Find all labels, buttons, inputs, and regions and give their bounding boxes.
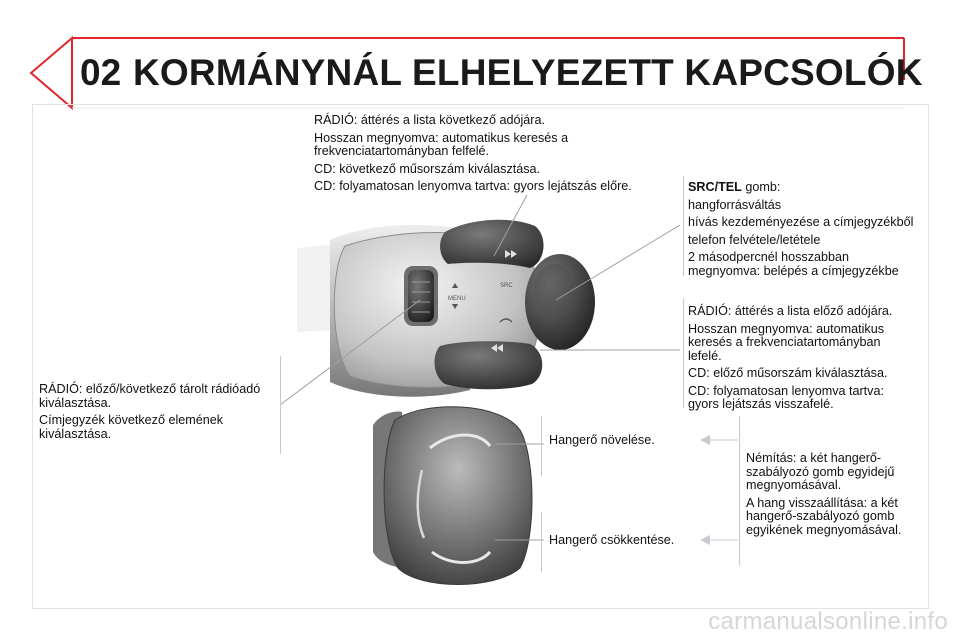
previous-track-button[interactable] <box>435 341 543 389</box>
callout-line: CD: folyamatosan lenyomva tartva: gyors lejátszás visszafelé. <box>688 383 884 411</box>
callout-line: Hangerő növelése. <box>549 433 655 447</box>
callout-bar <box>541 512 542 572</box>
mute-callout <box>746 452 916 541</box>
callout-line: 2 másodpercnél hosszabban megnyomva: belépés a címjegyzékbe <box>688 250 899 278</box>
volume-down-callout <box>549 534 689 552</box>
src-tel-button[interactable] <box>525 254 595 350</box>
callout-line: RÁDIÓ: áttérés a lista előző adójára. <box>688 304 893 318</box>
volume-up-callout <box>549 434 689 452</box>
callout-line: RÁDIÓ: áttérés a lista következő adójára. <box>314 113 545 127</box>
callout-line: CD: következő műsorszám kiválasztása. <box>314 161 541 176</box>
callout-bar <box>541 416 542 476</box>
callout-line: telefon felvétele/letétele <box>688 232 821 247</box>
lower-volume-control <box>373 407 532 585</box>
callout-line: CD: előző műsorszám kiválasztása. <box>688 366 888 380</box>
src-tel-title: SRC/TEL <box>688 180 742 194</box>
callout-line: Némítás: a két hangerő-szabályozó gomb egyidejű megnyomásával. <box>746 451 895 492</box>
callout-line: Hangerő csökkentése. <box>549 533 675 547</box>
callout-bar <box>739 416 740 566</box>
upper-control-stalk <box>297 220 595 397</box>
callout-bar <box>683 298 684 408</box>
callout-line: CD: folyamatosan lenyomva tartva: gyors lejátszás előre. <box>314 179 632 193</box>
menu-label: MENU <box>448 296 466 302</box>
src-label: SRC <box>500 283 513 289</box>
mute-arrows <box>700 435 738 545</box>
page-title: KORMÁNYNÁL ELHELYEZETT KAPCSOLÓK <box>133 52 923 93</box>
arrow-left-icon <box>700 435 710 445</box>
arrow-left-icon <box>700 535 710 545</box>
src-tel-title-suffix: gomb: <box>741 180 781 194</box>
callout-line: hangforrásváltás <box>688 197 782 212</box>
callout-bar <box>683 176 684 276</box>
callout-bar <box>280 356 281 454</box>
next-station-callout <box>314 114 654 198</box>
callout-line: hívás kezdeményezése a címjegyzékből <box>688 215 914 229</box>
callout-line: RÁDIÓ: előző/következő tárolt rádióadó kiválasztása. <box>39 382 261 410</box>
previous-station-callout <box>688 305 918 416</box>
scroll-wheel-callout <box>39 383 279 445</box>
next-track-button[interactable] <box>440 220 543 268</box>
chapter-number: 02 <box>80 52 122 93</box>
watermark: carmanualsonline.info <box>708 608 948 635</box>
callout-line: Hosszan megnyomva: automatikus keresés a frekvenciatartományban lefelé. <box>688 321 884 363</box>
scroll-wheel[interactable] <box>404 266 438 326</box>
src-tel-callout <box>688 181 933 282</box>
callout-line: Hosszan megnyomva: automatikus keresés a frekvenciatartományban felfelé. <box>314 130 569 158</box>
callout-line: Címjegyzék következő elemének kiválasztása. <box>39 413 224 441</box>
callout-line: A hang visszaállítása: a két hangerő-szabályozó gomb egyikének megnyomásával. <box>746 495 902 537</box>
